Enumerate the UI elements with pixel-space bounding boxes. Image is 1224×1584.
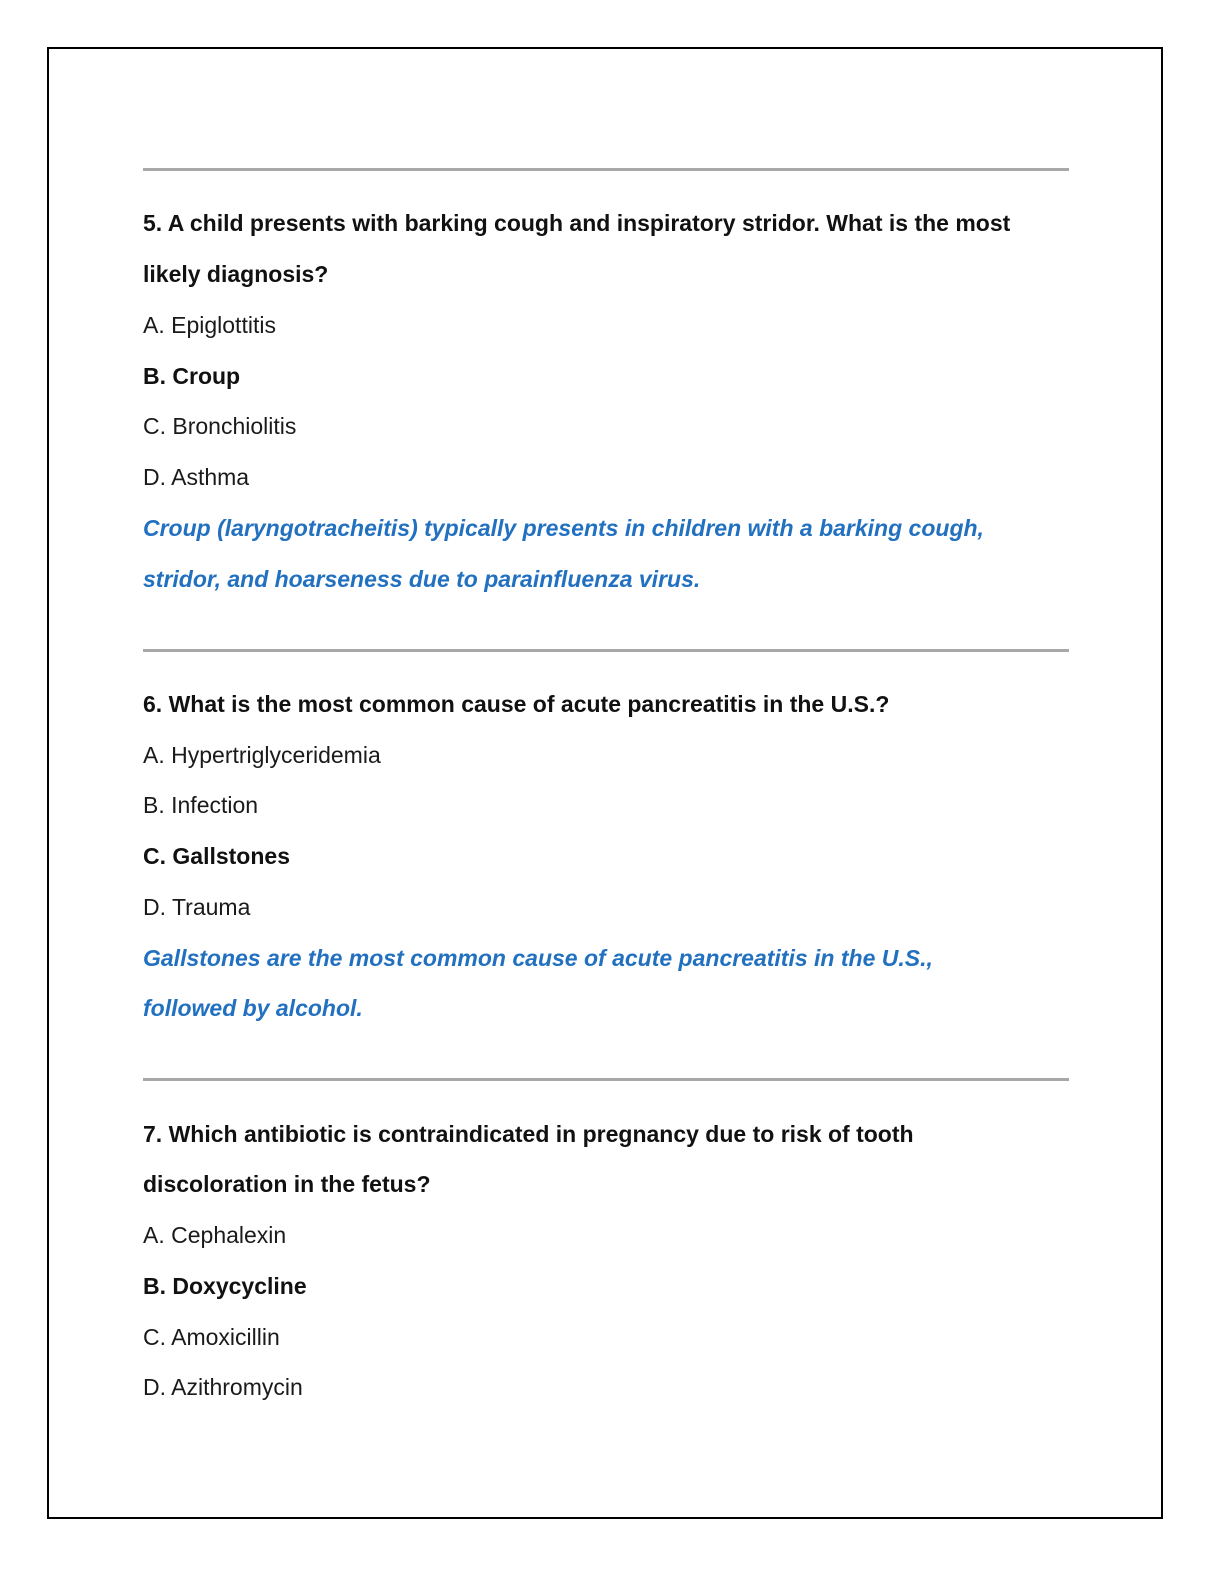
- question-5-option-d: D. Asthma: [143, 464, 250, 490]
- question-5-option-c: C. Bronchiolitis: [143, 413, 297, 439]
- question-7-option-a: A. Cephalexin: [143, 1222, 287, 1248]
- question-5-text: 5. A child presents with barking cough and inspiratory stridor. What is the most: [143, 210, 1011, 236]
- question-6-option-d: D. Trauma: [143, 894, 251, 920]
- question-6-explanation: followed by alcohol.: [143, 995, 363, 1021]
- question-5-explanation: stridor, and hoarseness due to parainfluenza virus.: [143, 566, 701, 592]
- question-7-option-b-correct: B. Doxycycline: [143, 1273, 307, 1299]
- section-divider: [143, 168, 1069, 171]
- section-divider: [143, 649, 1069, 652]
- question-7-text: discoloration in the fetus?: [143, 1171, 431, 1197]
- question-5-text: likely diagnosis?: [143, 261, 329, 287]
- question-5-option-a: A. Epiglottitis: [143, 312, 276, 338]
- section-divider: [143, 1078, 1069, 1081]
- question-6-text: 6. What is the most common cause of acute pancreatitis in the U.S.?: [143, 691, 890, 717]
- question-6-option-a: A. Hypertriglyceridemia: [143, 742, 381, 768]
- question-5-explanation: Croup (laryngotracheitis) typically presents in children with a barking cough,: [143, 515, 984, 541]
- question-7-option-c: C. Amoxicillin: [143, 1324, 280, 1350]
- question-7-option-d: D. Azithromycin: [143, 1374, 303, 1400]
- question-7-text: 7. Which antibiotic is contraindicated in pregnancy due to risk of tooth: [143, 1121, 914, 1147]
- question-5-option-b-correct: B. Croup: [143, 363, 241, 389]
- question-6-option-b: B. Infection: [143, 792, 259, 818]
- question-6-explanation: Gallstones are the most common cause of acute pancreatitis in the U.S.,: [143, 945, 933, 971]
- question-6-option-c-correct: C. Gallstones: [143, 843, 290, 869]
